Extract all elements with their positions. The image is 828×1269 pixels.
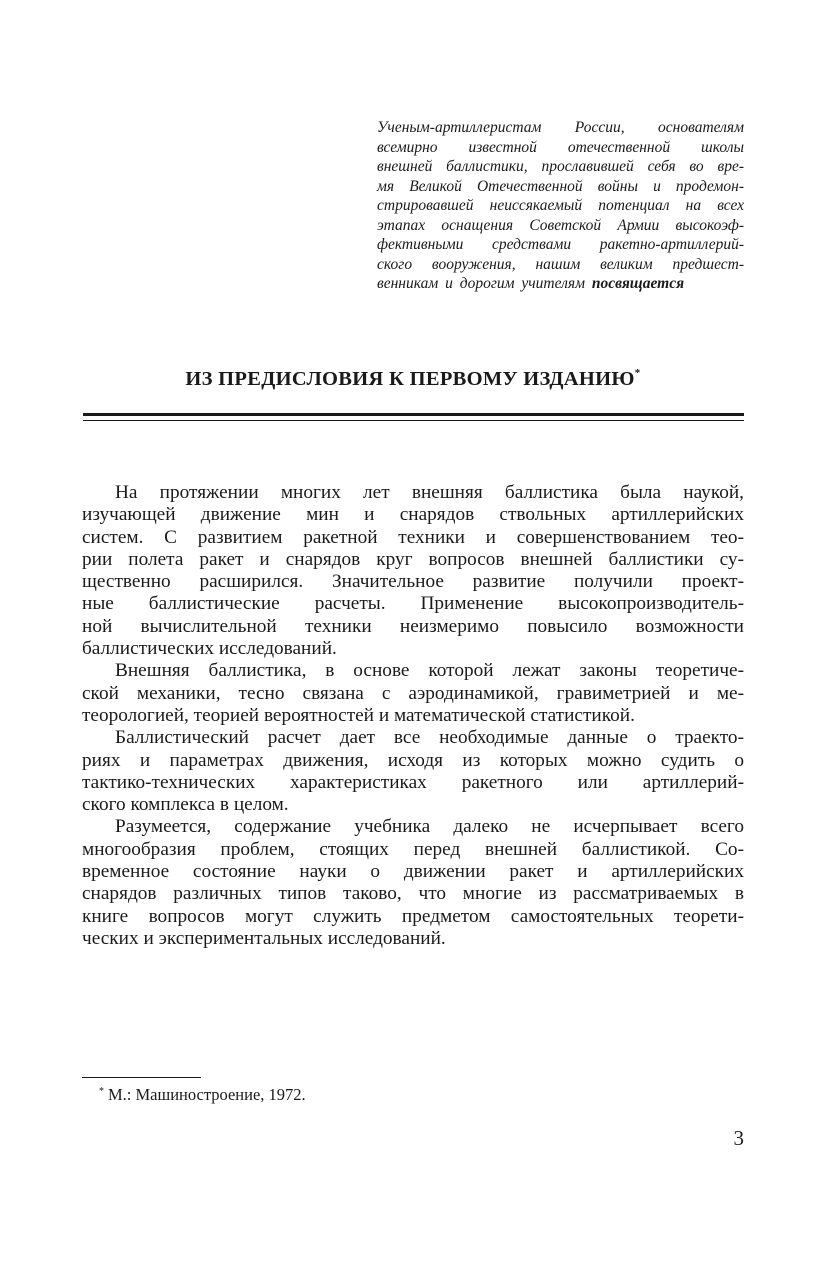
text-line: На протяжении многих лет внешняя баллистика была наукой,	[115, 482, 744, 503]
text-line: теорологией, теорией вероятностей и математической статистикой.	[82, 704, 635, 726]
heading-rule-thick	[83, 413, 744, 416]
text-line: тактико-технических характеристиках ракетного или артиллерий-	[82, 771, 744, 793]
dedication-line: внешней баллистики, прославившей себя во вре-	[377, 158, 744, 175]
text-line: временное состояние науки о движении ракет и артиллерийских	[82, 861, 744, 883]
text-line: систем. С развитием ракетной техники и совершенствованием тео-	[82, 526, 744, 548]
dedication-line: Ученым-артиллеристам России, основателям	[377, 119, 744, 136]
text-line: щественно расширился. Значительное развитие получили проект-	[82, 571, 744, 593]
body-text	[82, 482, 744, 950]
footnote-text: М.: Машиностроение, 1972.	[108, 1085, 306, 1104]
dedication-line: этапах оснащения Советской Армии высокоэф-	[377, 216, 744, 234]
heading-footnote-marker: *	[634, 367, 641, 379]
text-line: снарядов различных типов таково, что многие из рассматриваемых в	[82, 883, 744, 905]
dedication-last-line	[377, 274, 744, 294]
dedication-line: мя Великой Отечественной войны и продемон-	[377, 177, 744, 195]
page-number: 3	[733, 1126, 744, 1150]
text-line: ской механики, тесно связана с аэродинамикой, гравиметрией и ме-	[82, 682, 744, 704]
dedication-line: стрировавшей неиссякаемый потенциал на всех	[377, 197, 744, 214]
text-line: ческих и экспериментальных исследований.	[82, 927, 446, 949]
dedication-line: фективными средствами ракетно-артиллерий-	[377, 236, 744, 253]
dedication-line: ского вооружения, нашим великим предшест-	[377, 255, 744, 273]
footnote-rule	[82, 1077, 201, 1078]
text-line: Внешняя баллистика, в основе которой лежат законы теоретиче-	[115, 660, 744, 682]
text-line: изучающей движение мин и снарядов ствольных артиллерийских	[82, 504, 744, 526]
text-line: баллистических исследований.	[82, 638, 337, 660]
section-heading	[82, 367, 744, 391]
text-line: ные баллистические расчеты. Применение высокопроизводитель-	[82, 593, 744, 615]
dedication	[377, 118, 744, 294]
paragraph-3	[82, 727, 744, 816]
text-line: Разумеется, содержание учебника далеко не исчерпывает всего	[115, 816, 744, 838]
text-line: риях и параметрах движения, исходя из которых можно судить о	[82, 749, 744, 771]
text-line: ной вычислительной техники неизмеримо повысило возможности	[82, 615, 744, 637]
text-line: Баллистический расчет дает все необходимые данные о траекто-	[115, 727, 744, 749]
text-line: многообразия проблем, стоящих перед внешней баллистикой. Со-	[82, 838, 744, 860]
heading-title: ИЗ ПРЕДИСЛОВИЯ К ПЕРВОМУ ИЗДАНИЮ	[185, 368, 635, 390]
text-line: ского комплекса в целом.	[82, 794, 289, 816]
dedication-line: всемирно известной отечественной школы	[377, 138, 744, 156]
dedication-line: венникам и дорогим учителям	[377, 275, 585, 292]
heading-rule-thin	[83, 420, 744, 421]
paragraph-2	[82, 660, 744, 727]
paragraph-4	[82, 816, 744, 950]
paragraph-1	[82, 482, 744, 660]
text-line: книге вопросов могут служить предметом самостоятельных теорети-	[82, 905, 744, 927]
text-line: рии полета ракет и снарядов круг вопросов внешней баллистики су-	[82, 548, 744, 570]
dedication-bold-word: посвящается	[591, 275, 685, 292]
footnote	[99, 1085, 306, 1105]
footnote-marker: *	[99, 1086, 104, 1097]
